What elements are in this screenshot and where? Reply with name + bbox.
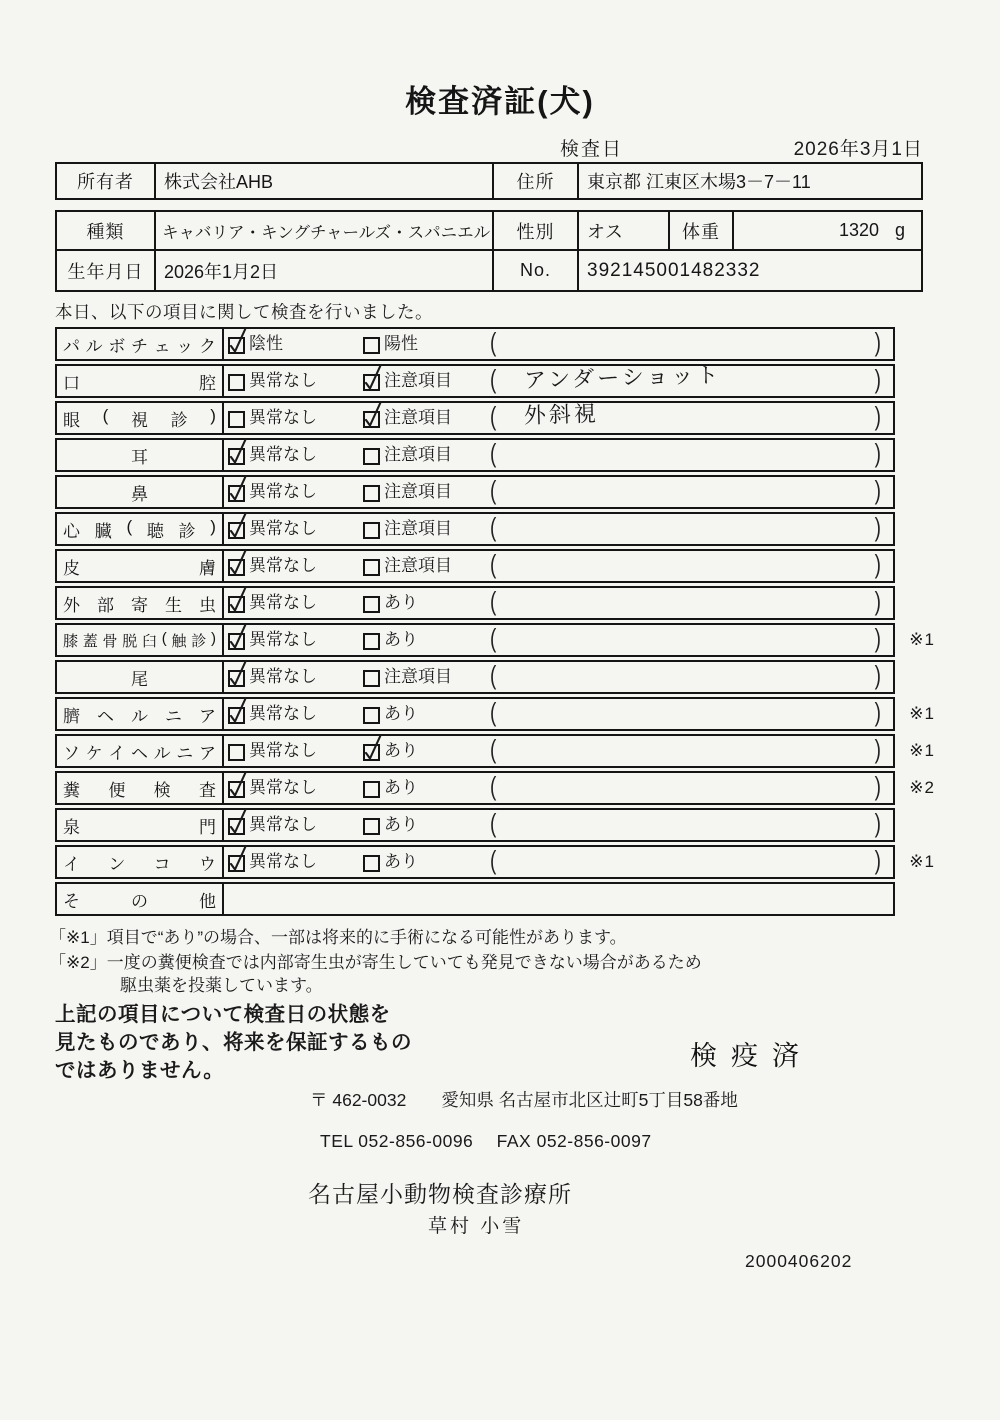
handwritten-note: アンダーショット (523, 363, 722, 394)
checklist-row-content (224, 699, 893, 729)
checklist-row-label-text: イ ン コ ウ (63, 854, 216, 874)
paren-open: ( (490, 366, 497, 395)
checklist-row (55, 327, 895, 361)
checklist-row-label-text: 膝 蓋 骨 脱 臼 ( 触 診 ) (63, 629, 216, 650)
checklist-row-label-text: 皮 膚 (63, 558, 216, 578)
option-1-label: 異常なし (249, 371, 317, 390)
clinic-tel-fax: TEL 052-856-0096 FAX 052-856-0097 (320, 1131, 652, 1151)
paren-close: ) (874, 440, 881, 469)
checkbox-option-2 (363, 744, 380, 761)
checklist-row (55, 697, 935, 731)
checklist-row-label (57, 440, 224, 470)
checkbox-option-2 (363, 596, 380, 613)
option-2-label: あり (384, 593, 418, 612)
checkbox-option-2 (363, 485, 380, 502)
option-2-label: あり (384, 630, 418, 649)
clinic-postal-address: 〒 462-0032 愛知県 名古屋市北区辻町5丁目58番地 (310, 1090, 738, 1110)
checklist-row (55, 549, 895, 583)
birth-label: 生年月日 (67, 261, 144, 282)
footnote-2-line-1: 「※2」一度の糞便検査では内部寄生虫が寄生していても発見できない場合があるため (49, 953, 702, 972)
weight-label: 体重 (668, 212, 732, 249)
checklist-row-label (57, 884, 224, 914)
option-1-label: 異常なし (249, 704, 317, 723)
checklist-row-content (224, 662, 893, 692)
checklist-row (55, 734, 935, 768)
option-2-label: あり (384, 741, 418, 760)
option-2-label: 注意項目 (384, 556, 452, 575)
option-2-label: 注意項目 (384, 371, 452, 390)
paren-open: ( (490, 773, 497, 802)
checklist-row-label-text: 尾 (131, 669, 148, 689)
checklist-row-label-text: 眼 ( 視 診 ) (63, 405, 216, 430)
checklist-row-content (224, 773, 893, 803)
checklist-row (55, 401, 895, 435)
checklist-row (55, 771, 935, 805)
checkbox-option-1 (228, 818, 245, 835)
checkbox-option-2 (363, 337, 380, 354)
checklist-row-label-text: 臍 ヘ ル ニ ア (63, 706, 216, 726)
check-mark-icon (227, 659, 249, 689)
check-mark-icon (362, 363, 384, 393)
checkbox-option-1 (228, 411, 245, 428)
paren-close: ) (874, 699, 881, 728)
checkbox-option-2 (363, 707, 380, 724)
option-2-label: 注意項目 (384, 408, 452, 427)
examiner-name: 草村 小雪 (428, 1216, 525, 1237)
disclaimer-line-2: 見たものであり、将来を保証するもの (55, 1031, 412, 1054)
row-reference-mark: ※1 (909, 852, 935, 871)
checkbox-option-1 (228, 781, 245, 798)
weight-value: 1320 (838, 220, 879, 240)
paren-close: ) (874, 736, 881, 765)
breed-label: 種類 (86, 221, 125, 242)
option-2-label: 陽性 (384, 334, 418, 353)
sex-label: 性別 (492, 212, 577, 249)
owner-table (55, 162, 923, 200)
footnote-1: 「※1」項目で“あり”の場合、一部は将来的に手術になる可能性があります。 (49, 928, 627, 947)
option-2-label: 注意項目 (384, 667, 452, 686)
checklist-row (55, 364, 895, 398)
checklist-row (55, 660, 895, 694)
paren-open: ( (490, 847, 497, 876)
paren-open: ( (490, 625, 497, 654)
check-mark-icon (227, 474, 249, 504)
checklist-row-content (224, 884, 893, 914)
checklist-row-content (224, 810, 893, 840)
checkbox-option-1 (228, 633, 245, 650)
paren-close: ) (874, 847, 881, 876)
checkbox-option-1 (228, 485, 245, 502)
row-reference-mark: ※1 (909, 630, 935, 649)
checklist-row (55, 475, 895, 509)
option-2-label: 注意項目 (384, 519, 452, 538)
paren-close: ) (874, 810, 881, 839)
paren-close: ) (874, 551, 881, 580)
option-1-label: 異常なし (249, 556, 317, 575)
option-2-label: あり (384, 852, 418, 871)
paren-close: ) (874, 588, 881, 617)
checkbox-option-2 (363, 522, 380, 539)
option-2-label: 注意項目 (384, 445, 452, 464)
paren-close: ) (874, 514, 881, 543)
checklist-row-label-text: 口 腔 (63, 373, 216, 393)
checklist-row (55, 882, 895, 916)
checklist-row (55, 845, 935, 879)
checkbox-option-1 (228, 707, 245, 724)
checklist-row-content (224, 363, 893, 396)
checklist-row-label-text: パ ル ボ チ ェ ッ ク (63, 336, 216, 356)
check-mark-icon (362, 733, 384, 763)
paren-open: ( (490, 699, 497, 728)
checklist-row-label (57, 662, 224, 692)
checkbox-option-1 (228, 855, 245, 872)
checklist-row-label-text: そ の 他 (63, 891, 216, 911)
paren-open: ( (490, 551, 497, 580)
breed-value: キャバリア・キングチャールズ・スパニエル (154, 212, 492, 249)
option-1-label: 陰性 (249, 334, 283, 353)
paren-open: ( (490, 736, 497, 765)
footnote-2-line-2: 駆虫薬を投薬しています。 (120, 976, 323, 995)
checkbox-option-1 (228, 559, 245, 576)
option-1-label: 異常なし (249, 852, 317, 871)
paren-open: ( (490, 662, 497, 691)
paren-open: ( (490, 477, 497, 506)
checklist-row-content (224, 440, 893, 470)
address-label: 住所 (492, 164, 577, 198)
paren-close: ) (874, 477, 881, 506)
disclaimer-line-3: ではありません。 (55, 1059, 225, 1082)
checklist-row-content (224, 551, 893, 581)
checklist-row-content (224, 514, 893, 544)
option-1-label: 異常なし (249, 408, 317, 427)
checklist-row-label (57, 847, 224, 877)
checklist-row-label-text: 耳 (131, 447, 148, 467)
option-2-label: あり (384, 704, 418, 723)
sex-value: オス (577, 212, 668, 249)
paren-open: ( (490, 588, 497, 617)
paren-close: ) (874, 403, 881, 432)
statement-text: 本日、以下の項目に関して検査を行いました。 (55, 302, 433, 322)
option-1-label: 異常なし (249, 741, 317, 760)
paren-open: ( (490, 403, 497, 432)
no-value: 392145001482332 (577, 251, 921, 290)
checklist-row-label (57, 551, 224, 581)
weight-unit: g (894, 220, 905, 240)
option-1-label: 異常なし (249, 482, 317, 501)
paren-open: ( (490, 514, 497, 543)
exam-date-label: 検査日 (560, 139, 624, 160)
row-reference-mark: ※1 (909, 704, 935, 723)
option-1-label: 異常なし (249, 593, 317, 612)
check-mark-icon (227, 844, 249, 874)
checkbox-option-1 (228, 337, 245, 354)
check-mark-icon (227, 511, 249, 541)
check-mark-icon (227, 622, 249, 652)
checklist-row-label (57, 588, 224, 618)
checklist-row (55, 808, 895, 842)
option-2-label: 注意項目 (384, 482, 452, 501)
check-mark-icon (227, 807, 249, 837)
checkbox-option-2 (363, 448, 380, 465)
checklist-row (55, 586, 895, 620)
birth-value: 2026年1月2日 (154, 251, 492, 290)
checkbox-option-1 (228, 744, 245, 761)
check-mark-icon (227, 548, 249, 578)
owner-value: 株式会社AHB (154, 164, 492, 198)
checklist-row-label (57, 514, 224, 544)
option-1-label: 異常なし (249, 815, 317, 834)
option-1-label: 異常なし (249, 778, 317, 797)
checklist-row-label (57, 625, 224, 655)
handwritten-note: 外斜視 (523, 401, 600, 430)
row-reference-mark: ※1 (909, 741, 935, 760)
checkbox-option-1 (228, 596, 245, 613)
check-mark-icon (227, 437, 249, 467)
checkbox-option-1 (228, 448, 245, 465)
check-mark-icon (362, 400, 384, 430)
checkbox-option-2 (363, 559, 380, 576)
paren-open: ( (490, 329, 497, 358)
checkbox-option-2 (363, 411, 380, 428)
checklist-row-content (224, 403, 893, 433)
checklist-row-label-text: 外 部 寄 生 虫 (63, 595, 216, 615)
option-1-label: 異常なし (249, 630, 317, 649)
page-title: 検査済証(犬) (405, 84, 595, 119)
checklist-row (55, 623, 935, 657)
checkbox-option-2 (363, 818, 380, 835)
checkbox-option-2 (363, 781, 380, 798)
paren-close: ) (874, 662, 881, 691)
option-2-label: あり (384, 778, 418, 797)
checklist-row-label-text: 鼻 (131, 484, 148, 504)
checklist-row-content (224, 736, 893, 766)
paren-close: ) (874, 366, 881, 395)
checklist-row-label (57, 810, 224, 840)
checklist-row-label (57, 403, 224, 433)
paren-close: ) (874, 773, 881, 802)
checkbox-option-1 (228, 374, 245, 391)
checklist-row-content (224, 588, 893, 618)
checklist-row-label-text: ソ ケ イ ヘ ル ニ ア (63, 743, 216, 763)
checkbox-option-2 (363, 670, 380, 687)
address-value: 東京都 江東区木場3－7－11 (577, 164, 921, 198)
check-mark-icon (227, 696, 249, 726)
paren-close: ) (874, 329, 881, 358)
disclaimer-text (55, 1001, 412, 1085)
disclaimer-line-1: 上記の項目について検査日の状態を (55, 1003, 391, 1026)
checklist-row-label (57, 773, 224, 803)
no-label: No. (492, 251, 577, 290)
info-table-row-2 (57, 251, 921, 290)
checklist-row-label-text: 泉 門 (63, 817, 216, 837)
checklist-row (55, 512, 895, 546)
exam-date-value: 2026年3月1日 (793, 139, 923, 160)
checklist-row-label-text: 心 臓 ( 聴 診 ) (63, 516, 216, 541)
info-table (55, 210, 923, 292)
checkbox-option-2 (363, 855, 380, 872)
row-reference-mark: ※2 (909, 778, 935, 797)
owner-label: 所有者 (77, 172, 134, 192)
checklist-row-label (57, 366, 224, 396)
option-1-label: 異常なし (249, 667, 317, 686)
checklist-row-label (57, 699, 224, 729)
option-1-label: 異常なし (249, 519, 317, 538)
check-mark-icon (227, 326, 249, 356)
info-table-row-1 (57, 212, 921, 251)
quarantine-stamp: 検疫済 (690, 1041, 813, 1071)
checklist-row-content (224, 625, 893, 655)
checkbox-option-1 (228, 670, 245, 687)
checklist-row-content (224, 477, 893, 507)
clinic-name: 名古屋小動物検査診療所 (308, 1181, 572, 1207)
checklist-row-content (224, 847, 893, 877)
checkbox-option-1 (228, 522, 245, 539)
checklist-row-label (57, 736, 224, 766)
checklist-row (55, 438, 895, 472)
serial-number: 2000406202 (745, 1251, 853, 1271)
checklist-table (55, 327, 935, 919)
checklist-row-label-text: 糞 便 検 査 (63, 780, 216, 800)
option-1-label: 異常なし (249, 445, 317, 464)
check-mark-icon (227, 585, 249, 615)
weight-value-cell (732, 212, 921, 249)
checkbox-option-2 (363, 374, 380, 391)
checkbox-option-2 (363, 633, 380, 650)
paren-open: ( (490, 810, 497, 839)
checklist-row-content (224, 329, 893, 359)
check-mark-icon (227, 770, 249, 800)
option-2-label: あり (384, 815, 418, 834)
paren-close: ) (874, 625, 881, 654)
checklist-row-label (57, 329, 224, 359)
checklist-row-label (57, 477, 224, 507)
paren-open: ( (490, 440, 497, 469)
